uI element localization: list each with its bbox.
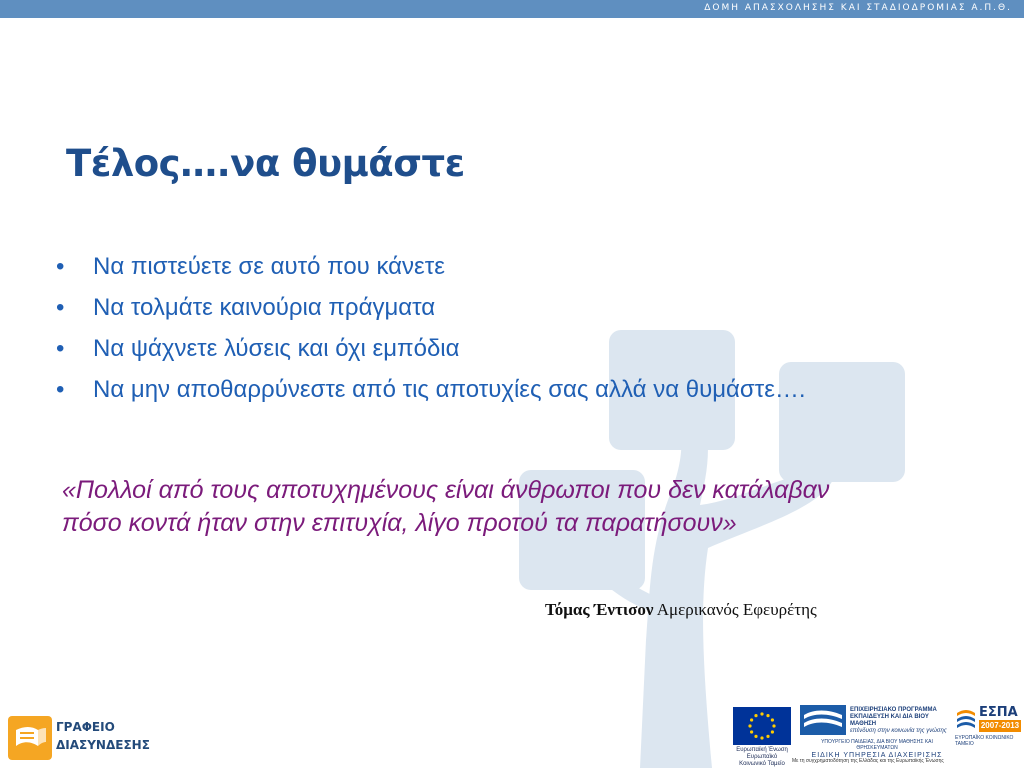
- quote-author-role: Αμερικανός Εφευρέτης: [656, 600, 817, 619]
- bullet-marker: •: [56, 335, 65, 362]
- bullet-text: Να ψάχνετε λύσεις και όχι εμπόδια: [93, 335, 460, 362]
- program-line-1: ΕΠΙΧΕΙΡΗΣΙΑΚΟ ΠΡΟΓΡΑΜΜΑ: [850, 707, 937, 713]
- eu-line-2: Ευρωπαϊκό Κοινωνικό Ταμείο: [739, 754, 785, 767]
- bullet-list: [56, 250, 806, 414]
- organization-name: ΔΟΜΗ ΑΠΑΣΧΟΛΗΣΗΣ ΚΑΙ ΣΤΑΔΙΟΔΡΟΜΙΑΣ Α.Π.Θ.: [704, 3, 1012, 13]
- bullet-marker: •: [56, 376, 65, 403]
- bullet-item: [56, 332, 806, 373]
- bullet-text: Να τολμάτε καινούρια πράγματα: [93, 294, 436, 321]
- bullet-text: Να πιστεύετε σε αυτό που κάνετε: [93, 253, 445, 280]
- program-line-3: επένδυση στην κοινωνία της γνώσης: [850, 728, 947, 734]
- ministry-name: [802, 739, 952, 760]
- operational-program-logo: [800, 705, 952, 765]
- program-line-2: ΕΚΠΑΙΔΕΥΣΗ ΚΑΙ ΔΙΑ ΒΙΟΥ ΜΑΘΗΣΗ: [850, 714, 929, 727]
- bullet-marker: •: [56, 294, 65, 321]
- espa-logo: [955, 705, 1021, 745]
- bullet-text: Να μην αποθαρρύνεστε από τις αποτυχίες σας αλλά να θυμάστε….: [93, 376, 806, 403]
- book-icon: [8, 716, 54, 762]
- bullet-marker: •: [56, 253, 65, 280]
- bullet-item: [56, 373, 806, 414]
- ministry-line-2: ΕΙΔΙΚΗ ΥΠΗΡΕΣΙΑ ΔΙΑΧΕΙΡΙΣΗΣ: [811, 752, 943, 759]
- bullet-item: [56, 291, 806, 332]
- espa-fund: ΕΥΡΩΠΑΪΚΟ ΚΟΙΝΩΝΙΚΟ ΤΑΜΕΙΟ: [955, 735, 1014, 747]
- liaison-office-name: [56, 718, 150, 754]
- espa-title: ΕΣΠΑ: [979, 705, 1018, 720]
- eu-flag-icon: [733, 707, 791, 745]
- quote-text: «Πολλοί από τους αποτυχημένους είναι άνθρωποι που δεν κατάλαβαν πόσο κοντά ήταν στην επιτυχία, λίγο προτού τα παρατήσουν»: [62, 476, 830, 537]
- eu-logo: [733, 707, 791, 765]
- ministry-line-1: ΥΠΟΥΡΓΕΙΟ ΠΑΙΔΕΙΑΣ, ΔΙΑ ΒΙΟΥ ΜΑΘΗΣΗΣ ΚΑΙ ΘΡΗΣΚΕΥΜΑΤΩΝ: [821, 739, 933, 751]
- quote-author: Τόμας Έντισον: [545, 600, 654, 619]
- eu-caption: [733, 747, 791, 768]
- bullet-item: [56, 250, 806, 291]
- cofunding-note: Με τη συγχρηματοδότηση της Ελλάδας και της Ευρωπαϊκής Ένωσης: [792, 758, 944, 764]
- program-name: [850, 707, 952, 735]
- espa-emblem-icon: [955, 705, 977, 729]
- office-line-1: ΓΡΑΦΕΙΟ: [56, 720, 115, 734]
- espa-years: 2007-2013: [980, 721, 1020, 730]
- eu-line-1: Ευρωπαϊκή Ένωση: [736, 747, 788, 753]
- slide-title: Τέλος….να θυμάστε: [66, 142, 465, 185]
- program-emblem-icon: [800, 705, 846, 735]
- quote-attribution: [545, 600, 817, 620]
- office-line-2: ΔΙΑΣΥΝΔΕΣΗΣ: [56, 738, 150, 752]
- liaison-office-logo: [8, 716, 158, 764]
